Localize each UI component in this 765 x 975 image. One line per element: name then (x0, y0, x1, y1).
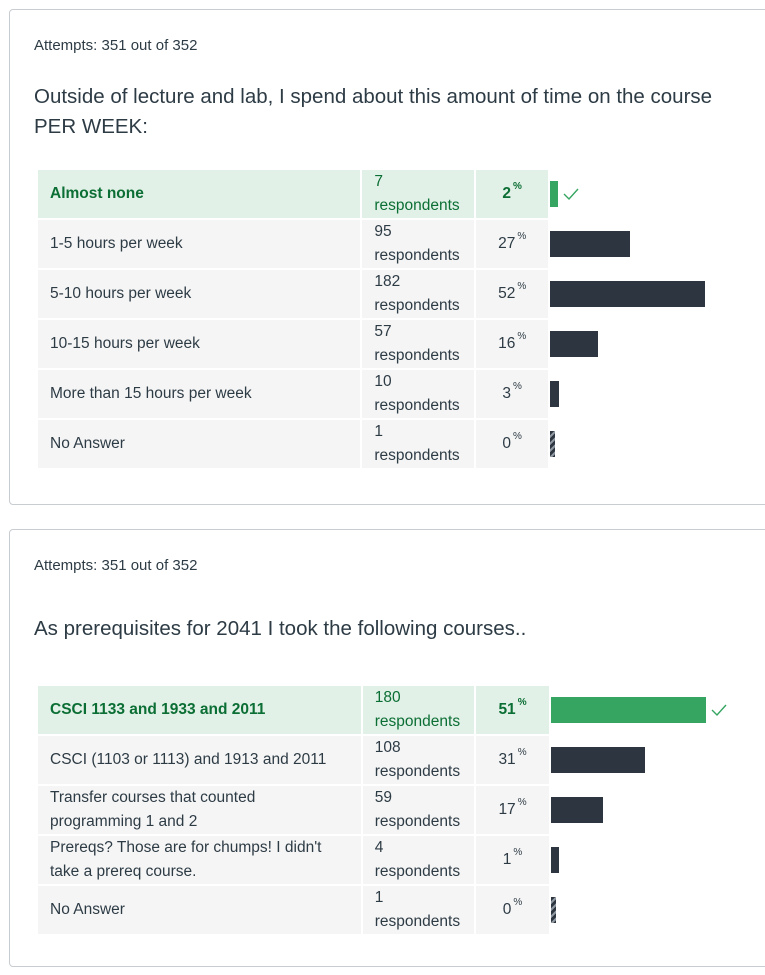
bar-cell (551, 836, 765, 884)
respondents-unit: respondents (374, 197, 460, 214)
answer-table (36, 684, 765, 936)
answer-label: CSCI 1133 and 1933 and 2011 (38, 686, 361, 734)
answer-label: No Answer (38, 420, 360, 468)
percent-value: 16 (498, 335, 516, 353)
bar-fill (550, 381, 559, 407)
bar-fill (551, 847, 559, 873)
question-text: Outside of lecture and lab, I spend about this amount of time on the course PER WEEK: (34, 85, 713, 138)
bar-fill (550, 231, 630, 257)
answer-row (38, 420, 765, 468)
respondents-unit: respondents (374, 813, 461, 830)
answer-label: Almost none (38, 170, 360, 218)
bar-cell (550, 420, 765, 468)
respondents-cell (362, 320, 474, 368)
respondents-unit: respondents (374, 247, 460, 264)
percent-cell (476, 836, 548, 884)
respondents-cell (362, 370, 474, 418)
question-card-2 (9, 529, 765, 967)
percent-symbol: % (517, 281, 527, 293)
percent-symbol: % (517, 697, 527, 709)
bar-fill (550, 181, 558, 207)
respondents-count: 182 (374, 273, 401, 290)
bar-fill (551, 797, 603, 823)
respondents-unit: respondents (374, 713, 461, 730)
respondents-cell (362, 170, 474, 218)
answer-label: 5-10 hours per week (38, 270, 360, 318)
bar-fill (551, 897, 556, 923)
percent-value: 52 (498, 285, 516, 303)
percent-symbol: % (513, 181, 522, 193)
percent-symbol: % (517, 231, 527, 243)
respondents-count: 7 (374, 173, 383, 190)
bar-fill (550, 281, 705, 307)
bar-cell (550, 320, 765, 368)
attempts-count: Attempts: 351 out of 352 (34, 557, 198, 574)
percent-symbol: % (517, 331, 527, 343)
answer-row (38, 836, 765, 884)
percent-cell (476, 420, 548, 468)
percent-value: 51 (498, 701, 516, 719)
percent-cell (476, 170, 548, 218)
percent-value: 3 (502, 385, 512, 403)
answer-row (38, 320, 765, 368)
bar-fill (551, 747, 645, 773)
respondents-unit: respondents (374, 863, 461, 880)
bar-cell (550, 270, 765, 318)
respondents-count: 180 (374, 689, 401, 706)
answer-row (38, 370, 765, 418)
answer-row (38, 886, 765, 934)
respondents-cell (362, 220, 474, 268)
percent-cell (476, 270, 548, 318)
respondents-unit: respondents (374, 347, 460, 364)
answer-label: Transfer courses that counted programming 1 and 2 (38, 786, 361, 834)
respondents-cell (362, 420, 474, 468)
respondents-unit: respondents (374, 397, 460, 414)
bar-cell (550, 370, 765, 418)
answer-label: 10-15 hours per week (38, 320, 360, 368)
respondents-count: 57 (374, 323, 392, 340)
attempts-count: Attempts: 351 out of 352 (34, 37, 198, 54)
respondents-count: 108 (374, 739, 401, 756)
answer-label: More than 15 hours per week (38, 370, 360, 418)
percent-cell (476, 686, 548, 734)
answer-row (38, 686, 765, 734)
bar-cell (550, 220, 765, 268)
respondents-cell (363, 886, 475, 934)
percent-symbol: % (513, 431, 522, 443)
respondents-unit: respondents (374, 763, 461, 780)
percent-cell (476, 320, 548, 368)
answer-row (38, 270, 765, 318)
respondents-unit: respondents (374, 447, 460, 464)
respondents-cell (363, 786, 475, 834)
percent-value: 27 (498, 235, 516, 253)
question-text: As prerequisites for 2041 I took the following courses.. (34, 617, 527, 640)
percent-cell (476, 370, 548, 418)
respondents-count: 95 (374, 223, 392, 240)
percent-cell (476, 886, 548, 934)
bar-fill (550, 331, 598, 357)
percent-cell (476, 736, 548, 784)
percent-value: 0 (502, 435, 512, 453)
percent-cell (476, 786, 548, 834)
answer-row (38, 170, 765, 218)
answer-table (36, 168, 765, 470)
percent-symbol: % (517, 797, 527, 809)
check-icon (562, 185, 580, 203)
percent-value: 17 (498, 801, 516, 819)
answer-label: Prereqs? Those are for chumps! I didn't take a prereq course. (38, 836, 361, 884)
answer-row (38, 220, 765, 268)
respondents-count: 59 (374, 789, 393, 806)
question-card-1 (9, 9, 765, 505)
percent-symbol: % (513, 897, 523, 909)
percent-symbol: % (517, 747, 527, 759)
respondents-count: 1 (374, 889, 384, 906)
bar-fill (551, 697, 706, 723)
respondents-cell (363, 836, 475, 884)
percent-value: 2 (502, 185, 512, 203)
answer-label: CSCI (1103 or 1113) and 1913 and 2011 (38, 736, 361, 784)
bar-cell (550, 170, 765, 218)
bar-cell (551, 736, 765, 784)
percent-cell (476, 220, 548, 268)
answer-label: No Answer (38, 886, 361, 934)
respondents-unit: respondents (374, 297, 460, 314)
percent-symbol: % (513, 381, 522, 393)
percent-value: 0 (502, 901, 512, 919)
percent-symbol: % (513, 847, 523, 859)
respondents-cell (363, 736, 475, 784)
respondents-count: 10 (374, 373, 392, 390)
answer-label: 1-5 hours per week (38, 220, 360, 268)
bar-cell (551, 686, 765, 734)
answer-row (38, 786, 765, 834)
answer-row (38, 736, 765, 784)
bar-fill (550, 431, 555, 457)
percent-value: 1 (502, 851, 512, 869)
respondents-unit: respondents (374, 913, 461, 930)
percent-value: 31 (498, 751, 516, 769)
check-icon (710, 701, 728, 719)
respondents-cell (363, 686, 475, 734)
respondents-count: 1 (374, 423, 383, 440)
respondents-count: 4 (374, 839, 384, 856)
bar-cell (551, 886, 765, 934)
respondents-cell (362, 270, 474, 318)
bar-cell (551, 786, 765, 834)
